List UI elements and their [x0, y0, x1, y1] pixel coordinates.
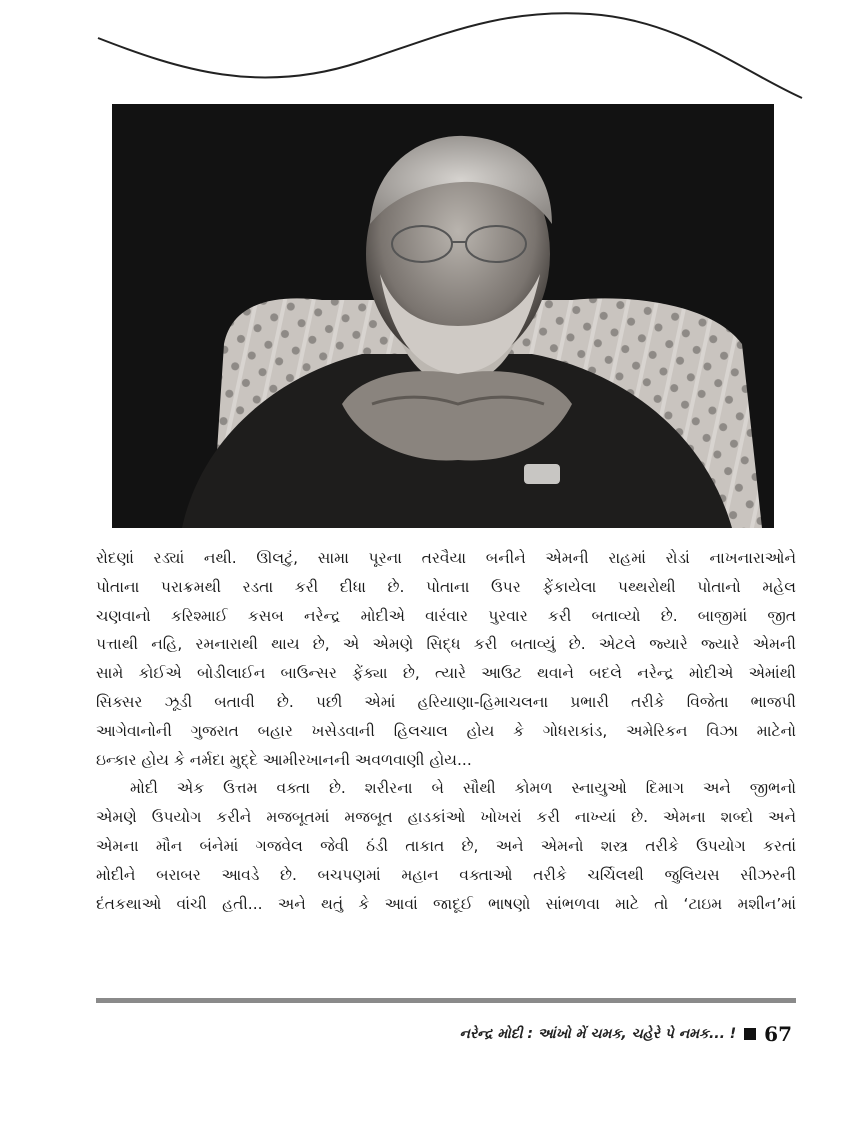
text-line: પત્તાથી નહિ, રમનારાથી થાય છે, એ એમણે સિદ્ધ કરી બતાવ્યું છે. એટલે જ્યારે જ્યારે એમની: [96, 635, 796, 654]
footer-rule: [96, 998, 796, 1003]
text-line: એમણે ઉપયોગ કરીને મજબૂતમાં મજબૂત હાડકાંઓ ખોખરાં કરી નાખ્યાં છે. એમના શબ્દો અને: [96, 808, 796, 827]
running-title: નરેન્દ્ર મોદી : આંખો મેં ચમક, ચહેરે પે નમક... !: [459, 1026, 737, 1042]
square-bullet-icon: [744, 1028, 756, 1040]
text-line: ઇન્કાર હોય કે નર્મદા મુદ્દે આમીરખાનની અવળવાણી હોય...: [96, 750, 472, 769]
text-line: એમના મૌન બંનેમાં ગજવેલ જેવી ઠંડી તાકાત છે, અને એમનો શસ્ત્ર તરીકે ઉપયોગ કરતાં: [96, 836, 796, 855]
decorative-curve: [0, 0, 856, 110]
text-line: રોદણાં રડ્યાં નથી. ઊલટું, સામા પૂરના તરવૈયા બનીને એમની રાહમાં રોડાં નાખનારાઓને: [96, 549, 796, 567]
text-line: સિક્સર ઝૂડી બતાવી છે. પછી એમાં હરિયાણા-હિમાચલના પ્રભારી તરીકે વિજેતા ભાજપી: [96, 692, 796, 711]
text-line: મોદીને બરાબર આવડે છે. બચપણમાં મહાન વક્તાઓ તરીકે ચર્ચિલથી જુલિયસ સીઝરની: [96, 865, 796, 884]
text-line: મોદી એક ઉત્તમ વક્તા છે. શરીરના બે સૌથી કોમળ સ્નાયુઓ દિમાગ અને જીભનો: [130, 779, 796, 798]
text-line: પોતાના પરાક્રમથી રડતા કરી દીધા છે. પોતાના ઉપર ફેંકાયેલા પથ્થરોથી પોતાનો મહેલ: [96, 577, 796, 596]
text-line: દંતકથાઓ વાંચી હતી... અને થતું કે આવાં જાદૂઈ ભાષણો સાંભળવા માટે તો ‘ટાઇમ મશીન’માં: [96, 894, 796, 913]
page-footer: [460, 1022, 792, 1046]
text-line: સામે કોઈએ બોડીલાઈન બાઉન્સર ફેંક્યા છે, ત્યારે આઉટ થવાને બદલે નરેન્દ્ર મોદીએ એમાંથી: [96, 664, 796, 683]
page-number: 67: [764, 1022, 792, 1046]
portrait-photo: [112, 104, 774, 528]
text-line: ચણવાનો કરિશ્માઈ કસબ નરેન્દ્ર મોદીએ વારંવાર પુરવાર કરી બતાવ્યો છે. બાજીમાં જીત: [96, 606, 796, 625]
body-text: [96, 544, 796, 918]
text-line: આગેવાનોની ગુજરાત બહાર ખસેડવાની હિલચાલ હોય કે ગોધરાકાંડ, અમેરિકન વિઝા માટેનો: [96, 721, 796, 740]
